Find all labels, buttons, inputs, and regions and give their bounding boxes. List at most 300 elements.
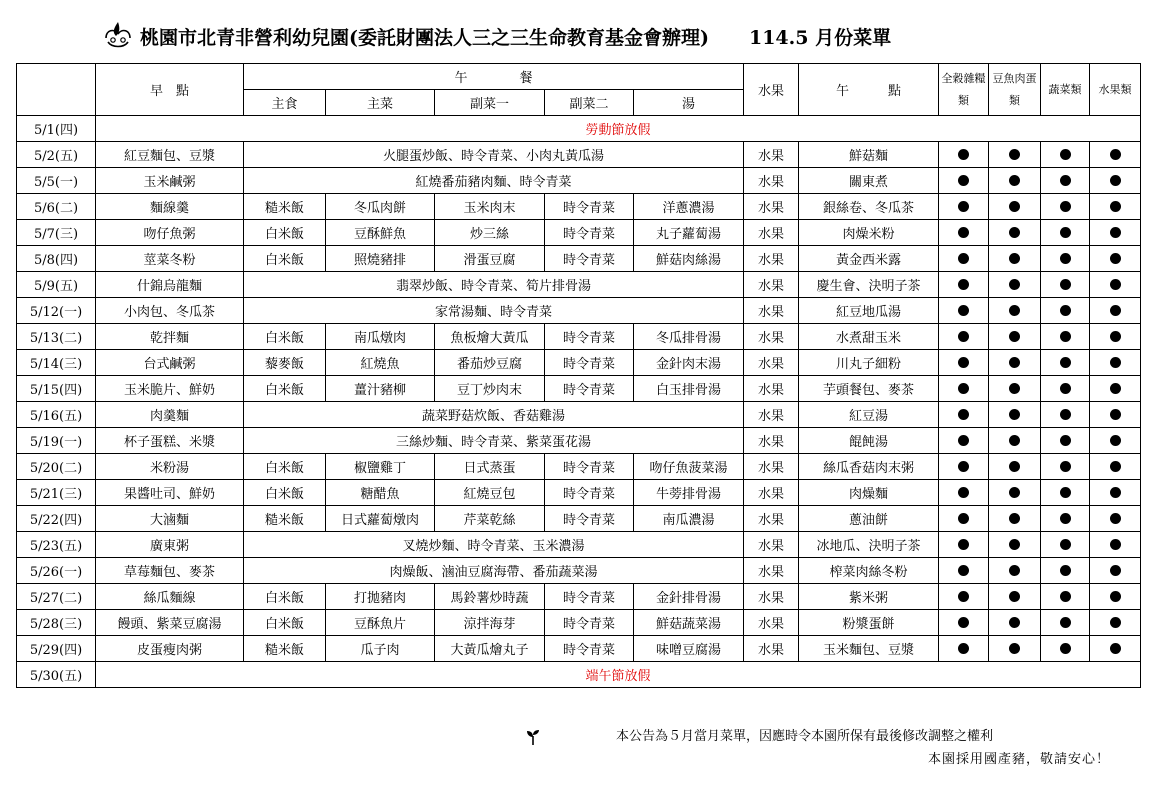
filled-circle-icon [958,409,969,420]
main-dish-cell: 瓜子肉 [326,636,435,662]
fruitcat-check-cell [1090,428,1141,454]
filled-circle-icon [958,487,969,498]
protein-check-cell [989,246,1041,272]
main-dish-cell: 糖醋魚 [326,480,435,506]
fruitcat-check-cell [1090,454,1141,480]
fruitcat-check-cell [1090,220,1141,246]
date-cell: 5/5(一) [17,168,96,194]
side-dish-2-cell: 時令青菜 [545,194,634,220]
filled-circle-icon [1110,513,1121,524]
veg-check-cell [1041,298,1090,324]
protein-check-cell [989,636,1041,662]
protein-check-cell [989,272,1041,298]
snack-cell: 鮮菇麵 [799,142,939,168]
side-dish-2-header: 副菜二 [545,90,634,116]
school-name: 桃園市北青非營利幼兒園(委託財團法人三之三生命教育基金會辦理) [140,26,709,49]
filled-circle-icon [1009,305,1020,316]
veg-check-cell [1041,506,1090,532]
date-cell: 5/26(一) [17,558,96,584]
menu-month-title: 114.5 月份菜單 [748,26,892,49]
grains-check-cell [939,220,989,246]
filled-circle-icon [1009,565,1020,576]
filled-circle-icon [958,149,969,160]
breakfast-cell: 小肉包、冬瓜茶 [96,298,244,324]
veg-check-cell [1041,350,1090,376]
soup-cell: 味噌豆腐湯 [634,636,744,662]
filled-circle-icon [1060,149,1071,160]
table-row [17,636,1141,662]
fruitcat-check-cell [1090,506,1141,532]
protein-check-cell [989,220,1041,246]
side-dish-2-cell: 時令青菜 [545,610,634,636]
filled-circle-icon [958,513,969,524]
grains-check-cell [939,194,989,220]
date-header [17,64,96,116]
side-dish-2-cell: 時令青菜 [545,324,634,350]
filled-circle-icon [958,383,969,394]
filled-circle-icon [1009,435,1020,446]
main-dish-cell: 椒鹽雞丁 [326,454,435,480]
filled-circle-icon [1060,565,1071,576]
side-dish-1-cell: 豆丁炒肉末 [435,376,545,402]
fruit-header: 水果 [744,64,799,116]
snack-cell: 關東煮 [799,168,939,194]
side-dish-1-cell: 番茄炒豆腐 [435,350,545,376]
filled-circle-icon [1060,435,1071,446]
grains-check-cell [939,506,989,532]
veg-check-cell [1041,558,1090,584]
main-dish-cell: 豆酥鮮魚 [326,220,435,246]
protein-check-cell [989,376,1041,402]
filled-circle-icon [1060,383,1071,394]
filled-circle-icon [1009,591,1020,602]
filled-circle-icon [1060,461,1071,472]
side-dish-1-cell: 紅燒豆包 [435,480,545,506]
soup-cell: 冬瓜排骨湯 [634,324,744,350]
menu-body [17,116,1141,688]
grains-check-cell [939,610,989,636]
fruitcat-check-cell [1090,402,1141,428]
side-dish-2-cell: 時令青菜 [545,636,634,662]
fruit-cell: 水果 [744,428,799,454]
snack-cell: 芋頭餐包、麥茶 [799,376,939,402]
grains-check-cell [939,428,989,454]
fruit-cell: 水果 [744,532,799,558]
filled-circle-icon [1110,331,1121,342]
snack-cell: 粉漿蛋餅 [799,610,939,636]
footer-notice [520,725,1110,771]
staple-cell: 白米飯 [244,480,326,506]
filled-circle-icon [1110,435,1121,446]
soup-cell: 丸子蘿蔔湯 [634,220,744,246]
filled-circle-icon [958,565,969,576]
table-row [17,350,1141,376]
staple-cell: 糙米飯 [244,506,326,532]
veg-check-cell [1041,610,1090,636]
staple-cell: 藜麥飯 [244,350,326,376]
breakfast-cell: 大滷麵 [96,506,244,532]
protein-check-cell [989,350,1041,376]
sprout-icon [526,729,540,745]
side-dish-2-cell: 時令青菜 [545,506,634,532]
grains-check-cell [939,454,989,480]
fruit-cell: 水果 [744,324,799,350]
date-cell: 5/1(四) [17,116,96,142]
holiday-cell: 勞動節放假 [96,116,1141,142]
date-cell: 5/16(五) [17,402,96,428]
fruit-cell: 水果 [744,558,799,584]
protein-check-cell [989,298,1041,324]
filled-circle-icon [1009,253,1020,264]
fruitcat-check-cell [1090,480,1141,506]
table-row [17,142,1141,168]
breakfast-cell: 杯子蛋糕、米漿 [96,428,244,454]
snack-cell: 肉燥米粉 [799,220,939,246]
table-row [17,558,1141,584]
filled-circle-icon [1009,617,1020,628]
grains-check-cell [939,350,989,376]
side-dish-1-cell: 滑蛋豆腐 [435,246,545,272]
snack-cell: 紫米粥 [799,584,939,610]
soup-cell: 洋蔥濃湯 [634,194,744,220]
filled-circle-icon [1110,643,1121,654]
filled-circle-icon [958,591,969,602]
filled-circle-icon [1060,279,1071,290]
table-row [17,662,1141,688]
table-row [17,376,1141,402]
fruit-cell: 水果 [744,376,799,402]
filled-circle-icon [1009,643,1020,654]
filled-circle-icon [1110,227,1121,238]
snack-cell: 川丸子細粉 [799,350,939,376]
fruit-cell: 水果 [744,480,799,506]
breakfast-cell: 廣東粥 [96,532,244,558]
filled-circle-icon [1110,539,1121,550]
main-dish-cell: 照燒豬排 [326,246,435,272]
soup-cell: 牛蒡排骨湯 [634,480,744,506]
date-cell: 5/27(二) [17,584,96,610]
snack-cell: 餛飩湯 [799,428,939,454]
filled-circle-icon [958,305,969,316]
filled-circle-icon [958,435,969,446]
staple-cell: 白米飯 [244,376,326,402]
date-cell: 5/9(五) [17,272,96,298]
breakfast-cell: 皮蛋瘦肉粥 [96,636,244,662]
protein-check-cell [989,142,1041,168]
menu-table [16,63,1141,688]
table-row [17,246,1141,272]
filled-circle-icon [1009,487,1020,498]
protein-check-cell [989,168,1041,194]
veg-check-cell [1041,376,1090,402]
snack-cell: 紅豆地瓜湯 [799,298,939,324]
fruit-category-header: 水果類 [1090,64,1141,116]
grains-check-cell [939,142,989,168]
filled-circle-icon [1110,175,1121,186]
snack-cell: 銀絲卷、冬瓜茶 [799,194,939,220]
veg-check-cell [1041,402,1090,428]
filled-circle-icon [958,617,969,628]
table-row [17,584,1141,610]
grains-check-cell [939,272,989,298]
snack-cell: 水煮甜玉米 [799,324,939,350]
fruit-cell: 水果 [744,220,799,246]
grains-header: 全穀雜糧類 [939,64,989,116]
protein-check-cell [989,532,1041,558]
veg-check-cell [1041,168,1090,194]
breakfast-cell: 果醬吐司、鮮奶 [96,480,244,506]
main-dish-cell: 日式蘿蔔燉肉 [326,506,435,532]
date-cell: 5/7(三) [17,220,96,246]
breakfast-cell: 米粉湯 [96,454,244,480]
breakfast-cell: 吻仔魚粥 [96,220,244,246]
fruit-cell: 水果 [744,168,799,194]
footer-line-1: 本公告為５月當月菜單，因應時令本園所保有最後修改調整之權利 [616,729,994,744]
side-dish-2-cell: 時令青菜 [545,584,634,610]
veg-header: 蔬菜類 [1041,64,1090,116]
snack-cell: 榨菜肉絲冬粉 [799,558,939,584]
grains-check-cell [939,636,989,662]
table-row [17,220,1141,246]
protein-check-cell [989,428,1041,454]
date-cell: 5/20(二) [17,454,96,480]
filled-circle-icon [1009,175,1020,186]
filled-circle-icon [1060,591,1071,602]
side-dish-2-cell: 時令青菜 [545,454,634,480]
table-row [17,298,1141,324]
side-dish-1-cell: 大黃瓜燴丸子 [435,636,545,662]
snack-header: 午 點 [799,64,939,116]
filled-circle-icon [1060,513,1071,524]
soup-cell: 金針排骨湯 [634,584,744,610]
footer-line-2: 本園採用國產豬，敬請安心！ [927,752,1110,767]
filled-circle-icon [1060,357,1071,368]
fruitcat-check-cell [1090,532,1141,558]
filled-circle-icon [1110,617,1121,628]
fruitcat-check-cell [1090,194,1141,220]
main-dish-cell: 打拋豬肉 [326,584,435,610]
soup-cell: 金針肉末湯 [634,350,744,376]
date-cell: 5/29(四) [17,636,96,662]
fruit-cell: 水果 [744,272,799,298]
fruit-cell: 水果 [744,298,799,324]
filled-circle-icon [1110,487,1121,498]
filled-circle-icon [1060,227,1071,238]
staple-cell: 糙米飯 [244,194,326,220]
veg-check-cell [1041,272,1090,298]
filled-circle-icon [958,331,969,342]
breakfast-cell: 饅頭、紫菜豆腐湯 [96,610,244,636]
filled-circle-icon [958,201,969,212]
side-dish-2-cell: 時令青菜 [545,376,634,402]
filled-circle-icon [1060,617,1071,628]
fruitcat-check-cell [1090,324,1141,350]
main-dish-cell: 紅燒魚 [326,350,435,376]
filled-circle-icon [1110,461,1121,472]
filled-circle-icon [1110,201,1121,212]
table-row [17,402,1141,428]
grains-check-cell [939,298,989,324]
breakfast-cell: 麵線羹 [96,194,244,220]
filled-circle-icon [958,539,969,550]
protein-check-cell [989,402,1041,428]
veg-check-cell [1041,584,1090,610]
protein-check-cell [989,324,1041,350]
fruitcat-check-cell [1090,168,1141,194]
fruit-cell: 水果 [744,506,799,532]
grains-check-cell [939,558,989,584]
veg-check-cell [1041,454,1090,480]
grains-check-cell [939,376,989,402]
snack-cell: 慶生會、決明子茶 [799,272,939,298]
filled-circle-icon [1060,643,1071,654]
lunch-merged-cell: 家常湯麵、時令青菜 [244,298,744,324]
table-row [17,532,1141,558]
snack-cell: 玉米麵包、豆漿 [799,636,939,662]
filled-circle-icon [1110,279,1121,290]
fruit-cell: 水果 [744,636,799,662]
filled-circle-icon [1009,149,1020,160]
filled-circle-icon [1060,331,1071,342]
filled-circle-icon [1009,331,1020,342]
veg-check-cell [1041,532,1090,558]
side-dish-2-cell: 時令青菜 [545,246,634,272]
breakfast-cell: 草莓麵包、麥茶 [96,558,244,584]
fruitcat-check-cell [1090,636,1141,662]
breakfast-cell: 乾拌麵 [96,324,244,350]
fruit-cell: 水果 [744,246,799,272]
fruitcat-check-cell [1090,610,1141,636]
filled-circle-icon [958,461,969,472]
filled-circle-icon [958,279,969,290]
filled-circle-icon [1009,539,1020,550]
filled-circle-icon [1009,383,1020,394]
grains-check-cell [939,532,989,558]
date-cell: 5/13(二) [17,324,96,350]
filled-circle-icon [1009,279,1020,290]
staple-cell: 白米飯 [244,324,326,350]
veg-check-cell [1041,220,1090,246]
snack-cell: 冰地瓜、決明子茶 [799,532,939,558]
protein-check-cell [989,584,1041,610]
filled-circle-icon [1110,565,1121,576]
veg-check-cell [1041,142,1090,168]
table-row [17,454,1141,480]
fruitcat-check-cell [1090,142,1141,168]
filled-circle-icon [1110,305,1121,316]
lunch-merged-cell: 叉燒炒麵、時令青菜、玉米濃湯 [244,532,744,558]
protein-check-cell [989,194,1041,220]
snack-cell: 肉燥麵 [799,480,939,506]
snack-cell: 黃金西米露 [799,246,939,272]
breakfast-cell: 肉羹麵 [96,402,244,428]
grains-check-cell [939,246,989,272]
side-dish-1-cell: 日式蒸蛋 [435,454,545,480]
soup-cell: 鮮菇蔬菜湯 [634,610,744,636]
fruit-cell: 水果 [744,350,799,376]
fruitcat-check-cell [1090,246,1141,272]
table-row [17,506,1141,532]
veg-check-cell [1041,480,1090,506]
holiday-cell: 端午節放假 [96,662,1141,688]
staple-cell: 糙米飯 [244,636,326,662]
table-row [17,324,1141,350]
main-dish-header: 主菜 [326,90,435,116]
fruitcat-check-cell [1090,584,1141,610]
side-dish-1-cell: 魚板燴大黃瓜 [435,324,545,350]
filled-circle-icon [1009,461,1020,472]
date-cell: 5/14(三) [17,350,96,376]
fruitcat-check-cell [1090,298,1141,324]
veg-check-cell [1041,636,1090,662]
filled-circle-icon [958,357,969,368]
filled-circle-icon [1009,409,1020,420]
side-dish-1-cell: 炒三絲 [435,220,545,246]
breakfast-cell: 台式鹹粥 [96,350,244,376]
date-cell: 5/8(四) [17,246,96,272]
filled-circle-icon [1110,383,1121,394]
side-dish-1-cell: 芹菜乾絲 [435,506,545,532]
filled-circle-icon [1110,591,1121,602]
side-dish-1-header: 副菜一 [435,90,545,116]
side-dish-1-cell: 涼拌海芽 [435,610,545,636]
date-cell: 5/22(四) [17,506,96,532]
date-cell: 5/23(五) [17,532,96,558]
date-cell: 5/19(一) [17,428,96,454]
school-logo-icon [100,18,136,54]
table-row [17,610,1141,636]
veg-check-cell [1041,324,1090,350]
fruitcat-check-cell [1090,350,1141,376]
breakfast-cell: 玉米脆片、鮮奶 [96,376,244,402]
filled-circle-icon [1110,149,1121,160]
protein-check-cell [989,480,1041,506]
breakfast-cell: 莖菜冬粉 [96,246,244,272]
fruitcat-check-cell [1090,558,1141,584]
fruit-cell: 水果 [744,584,799,610]
snack-cell: 蔥油餅 [799,506,939,532]
breakfast-cell: 玉米鹹粥 [96,168,244,194]
table-row [17,116,1141,142]
soup-cell: 白玉排骨湯 [634,376,744,402]
main-dish-cell: 南瓜燉肉 [326,324,435,350]
side-dish-2-cell: 時令青菜 [545,220,634,246]
snack-cell: 絲瓜香菇肉末粥 [799,454,939,480]
grains-check-cell [939,584,989,610]
filled-circle-icon [958,175,969,186]
soup-cell: 鮮菇肉絲湯 [634,246,744,272]
filled-circle-icon [1009,513,1020,524]
table-row [17,194,1141,220]
filled-circle-icon [1009,227,1020,238]
breakfast-cell: 絲瓜麵線 [96,584,244,610]
staple-cell: 白米飯 [244,220,326,246]
filled-circle-icon [1110,253,1121,264]
lunch-merged-cell: 蔬菜野菇炊飯、香菇雞湯 [244,402,744,428]
grains-check-cell [939,480,989,506]
veg-check-cell [1041,194,1090,220]
filled-circle-icon [1060,305,1071,316]
lunch-merged-cell: 火腿蛋炒飯、時令青菜、小肉丸黃瓜湯 [244,142,744,168]
date-cell: 5/15(四) [17,376,96,402]
protein-header: 豆魚肉蛋類 [989,64,1041,116]
side-dish-1-cell: 玉米肉末 [435,194,545,220]
fruitcat-check-cell [1090,376,1141,402]
filled-circle-icon [1060,253,1071,264]
staple-header: 主食 [244,90,326,116]
filled-circle-icon [1009,201,1020,212]
date-cell: 5/28(三) [17,610,96,636]
